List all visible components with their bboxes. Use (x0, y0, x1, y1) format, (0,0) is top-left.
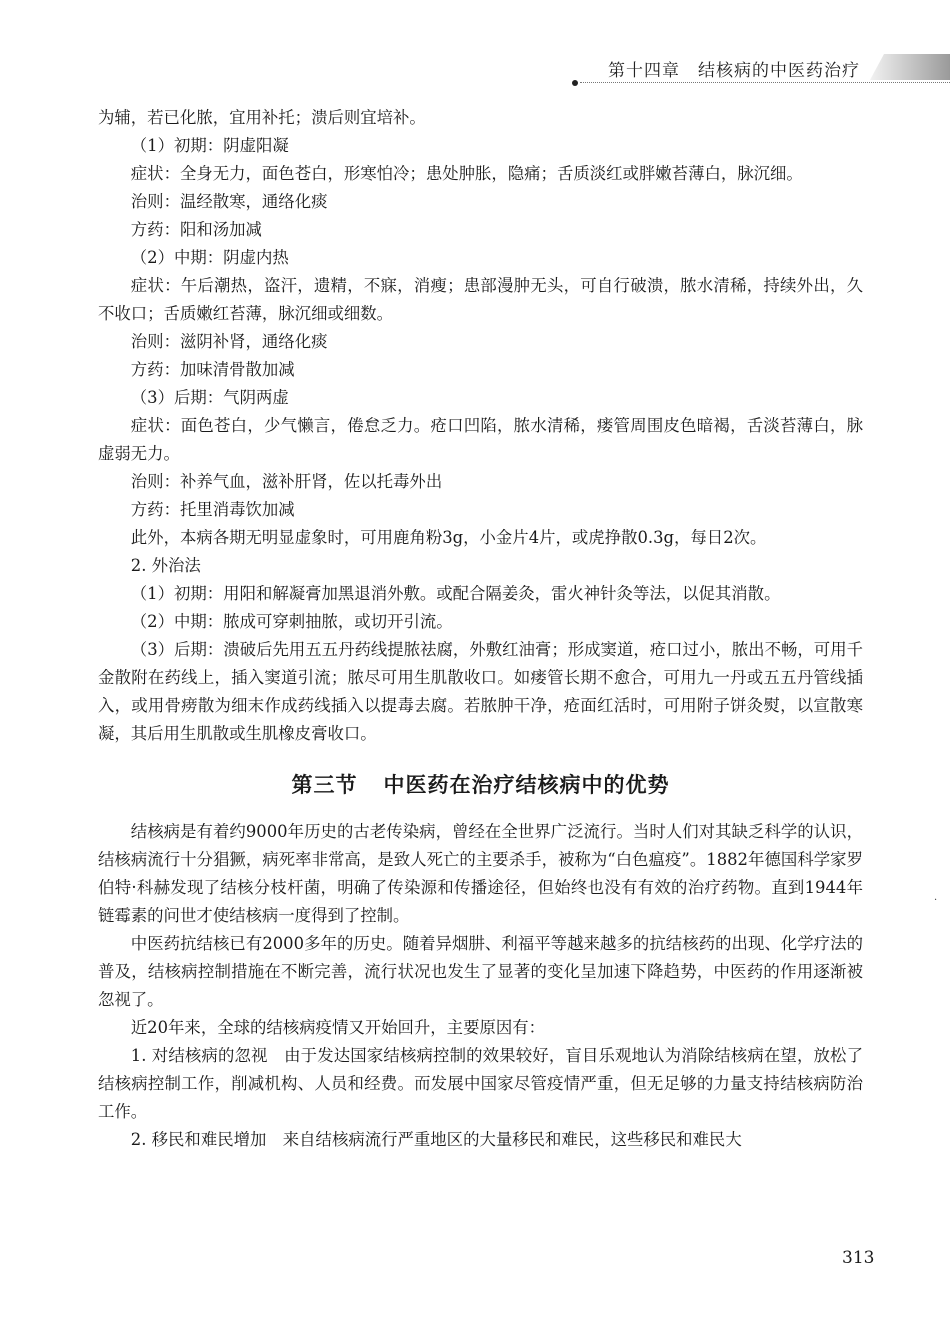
paragraph: 中医药抗结核已有2000多年的历史。随着异烟肼、利福平等越来越多的抗结核药的出现、化学疗法的普及，结核病控制措施在不断完善，流行状况也发生了显著的变化呈加速下降趋势，中医药的作用逐渐被忽视了。 (98, 934, 863, 1009)
paragraph: 2. 移民和难民增加 来自结核病流行严重地区的大量移民和难民，这些移民和难民大 (130, 1130, 742, 1149)
header-dotted-rule (580, 82, 950, 83)
header-title (608, 56, 860, 81)
header-tab-decoration (870, 54, 950, 80)
paragraph: 方药：托里消毒饮加减 (130, 500, 295, 519)
section-heading (98, 770, 863, 800)
paragraph: 方药：加味清骨散加减 (130, 360, 295, 379)
paragraph: 结核病是有着约9000年历史的古老传染病，曾经在全世界广泛流行。当时人们对其缺乏科学的认识，结核病流行十分猖獗，病死率非常高，是致人死亡的主要杀手，被称为“白色瘟疫”。1882年德国科学家罗伯特·科赫发现了结核分枝杆菌，明确了传染源和传播途径，但始终也没有有效的治疗药物。直到1944年链霉素的问世才使结核病一度得到了控制。 (98, 822, 863, 925)
paragraph: 症状：午后潮热，盗汗，遗精，不寐，消瘦；患部漫肿无头，可自行破溃，脓水清稀，持续外出，久不收口；舌质嫩红苔薄，脉沉细或细数。 (98, 276, 863, 323)
paragraph: 近20年来，全球的结核病疫情又开始回升，主要原因有： (130, 1018, 546, 1037)
paragraph: 为辅，若已化脓，宜用补托；溃后则宜培补。 (98, 108, 426, 127)
paragraph: 此外，本病各期无明显虚象时，可用鹿角粉3g，小金片4片，或虎挣散0.3g，每日2次。 (130, 528, 767, 547)
header-chapter-title: 结核病的中医药治疗 (698, 61, 860, 81)
running-header (572, 54, 950, 86)
paragraph: 治则：补养气血，滋补肝肾，佐以托毒外出 (130, 472, 443, 491)
paragraph: （1）初期：用阳和解凝膏加黑退消外敷。或配合隔姜灸，雷火神针灸等法，以促其消散。 (130, 584, 781, 603)
paragraph: （1）初期：阴虚阳凝 (130, 136, 289, 155)
paragraph: （2）中期：阴虚内热 (130, 248, 289, 267)
paragraph: 治则：滋阴补肾，通络化痰 (130, 332, 328, 351)
paragraph: 治则：温经散寒，通络化痰 (130, 192, 328, 211)
paragraph: 方药：阳和汤加减 (130, 220, 262, 239)
paragraph: （2）中期：脓成可穿刺抽脓，或切开引流。 (130, 612, 453, 631)
section-number: 第三节 (291, 773, 358, 797)
section-title: 中医药在治疗结核病中的优势 (383, 773, 670, 797)
paragraph: 症状：全身无力，面色苍白，形寒怕冷；患处肿胀，隐痛；舌质淡红或胖嫩苔薄白，脉沉细。 (130, 164, 803, 183)
margin-dot: · (934, 895, 938, 906)
paragraph: （3）后期：溃破后先用五五丹药线提脓祛腐，外敷红油膏；形成窦道，疮口过小，脓出不畅，可用千金散附在药线上，插入窦道引流；脓尽可用生肌散收口。如瘘管长期不愈合，可用九一丹或五五丹管线插入，或用骨痨散为细末作成药线插入以提毒去腐。若脓肿干净，疮面红活时，可用附子饼灸熨，以宣散寒凝，其后用生肌散或生肌橡皮膏收口。 (98, 640, 863, 743)
header-bullet (572, 80, 578, 86)
header-chapter: 第十四章 (608, 61, 680, 81)
paragraph: （3）后期：气阴两虚 (130, 388, 289, 407)
paragraph: 症状：面色苍白，少气懒言，倦怠乏力。疮口凹陷，脓水清稀，瘘管周围皮色暗褐，舌淡苔薄白，脉虚弱无力。 (98, 416, 863, 463)
paragraph: 2. 外治法 (130, 556, 201, 575)
page-number: 313 (842, 1248, 875, 1268)
paragraph: 1. 对结核病的忽视 由于发达国家结核病控制的效果较好，盲目乐观地认为消除结核病在望，放松了结核病控制工作，削减机构、人员和经费。而发展中国家尽管疫情严重，但无足够的力量支持结核病防治工作。 (98, 1046, 863, 1121)
page-body (98, 104, 863, 1154)
